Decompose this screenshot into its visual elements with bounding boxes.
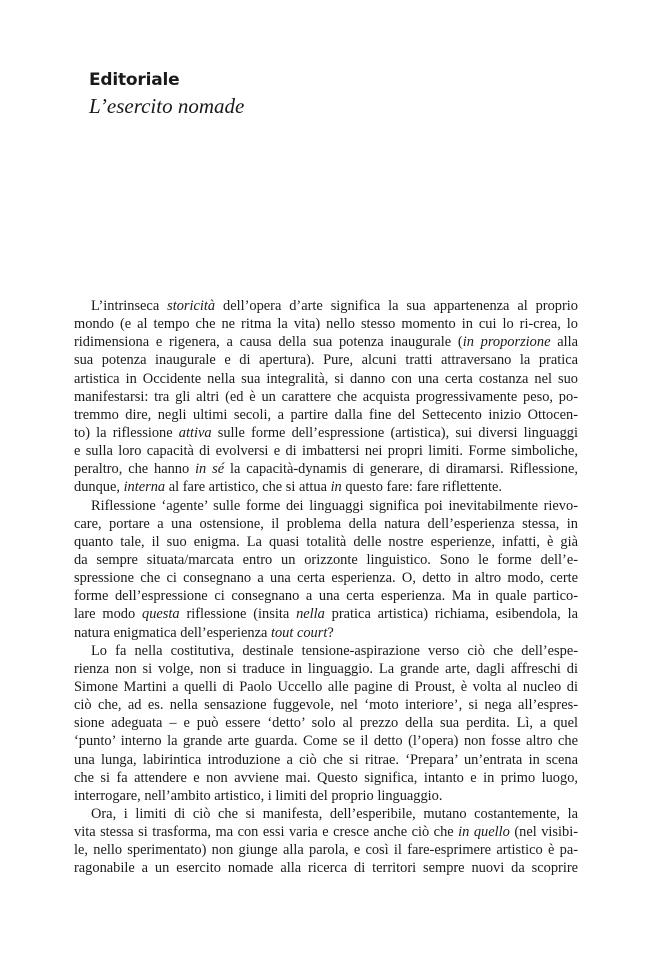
text-segment: Lo fa nella costitutiva, destinale tensione-aspirazione verso ciò che dell’espe- (91, 642, 578, 659)
text-line (74, 388, 578, 406)
text-line (74, 587, 578, 605)
text-segment: spressione che ci consegnano a una certa esperienza. O, detto in altro modo, certe (74, 570, 578, 587)
text-segment: sulle forme dell’espressione (artistica), sui diversi linguaggi (211, 424, 578, 441)
italic-text: in quello (458, 824, 510, 841)
text-segment: la capacità-dynamis di generare, di diramarsi. Riflessione, (224, 461, 578, 478)
text-segment: mondo (e al tempo che ne ritma la vita) nello stesso momento in cui lo ri-crea, lo (74, 316, 578, 333)
text-segment: dunque, (74, 479, 124, 496)
text-line (74, 297, 578, 315)
text-line (74, 424, 578, 442)
article-body (74, 297, 578, 878)
text-segment: manifestarsi: tra gli altri (ed è un carattere che acquista progressivamente peso, po- (74, 388, 578, 405)
text-line (74, 497, 578, 515)
italic-text: tout court (270, 624, 328, 641)
text-line (74, 551, 578, 569)
text-segment: al fare artistico, che si attua (165, 479, 331, 496)
text-line (74, 406, 578, 424)
text-segment: riflessione (insita (179, 606, 297, 623)
text-segment: sione adeguata – e può essere ‘detto’ solo al prezzo della sua perdita. Lì, a quel (74, 715, 578, 732)
text-line (74, 787, 578, 805)
text-segment: che si fa attendere e non avviene mai. Questo significa, intanto e in primo luogo, (74, 769, 578, 786)
text-segment: una lunga, labirintica introduzione a ciò che si ritrae. ‘Prepara’ un’entrata in scena (74, 751, 578, 768)
text-segment: ? (327, 624, 334, 641)
text-line (74, 624, 578, 642)
text-line (74, 751, 578, 769)
text-line (74, 841, 578, 859)
text-line (74, 732, 578, 750)
text-line (74, 660, 578, 678)
text-segment: ragonabile a un esercito nomade alla ricerca di territori sempre nuovi da scoprire (74, 860, 578, 877)
text-segment: natura enigmatica dell’esperienza (74, 624, 271, 641)
italic-text: in proporzione (462, 334, 551, 351)
text-line (74, 605, 578, 623)
text-line (74, 351, 578, 369)
text-segment: to) la riflessione (74, 424, 179, 441)
italic-text: interna (123, 479, 166, 496)
text-line (74, 460, 578, 478)
italic-text: in sé (195, 461, 225, 478)
text-segment: pratica artistica) richiama, esibendola, la (324, 606, 578, 623)
text-line (74, 769, 578, 787)
text-line (74, 678, 578, 696)
italic-text: storicità (167, 298, 216, 314)
text-line (74, 805, 578, 823)
text-line (74, 642, 578, 660)
italic-text: attiva (178, 424, 212, 441)
italic-text: nella (296, 606, 325, 623)
text-line (74, 696, 578, 714)
text-segment: (nel visibi- (509, 824, 578, 841)
text-line (74, 714, 578, 732)
text-line (74, 442, 578, 460)
text-segment: L’intrinseca (91, 298, 168, 314)
section-label: Editoriale (89, 70, 180, 90)
text-line (74, 478, 578, 496)
text-line (74, 569, 578, 587)
italic-text: in (330, 479, 342, 496)
text-line (74, 315, 578, 333)
text-segment: Simone Martini a quelli di Paolo Uccello alle pagine di Proust, è volta al nucleo di (74, 678, 578, 695)
text-line (74, 533, 578, 551)
text-line (74, 333, 578, 351)
text-segment: artistica in Occidente nella sua integralità, si danno con una certa costanza nel suo (74, 370, 578, 387)
text-line (74, 859, 578, 877)
text-segment: lare modo (74, 606, 143, 623)
text-segment: ‘punto’ interno la grande arte guarda. Come se il detto (l’opera) non fosse altro che (74, 733, 578, 750)
article-title: L’esercito nomade (89, 94, 245, 118)
text-segment: le, nello sperimentato) non giunge alla parola, e così il fare-esprimere artistico è pa- (74, 842, 578, 859)
text-segment: forme dell’espressione ci consegnano a una certa esperienza. Ma in quale partico- (74, 588, 578, 605)
text-segment: rienza non si volge, non si traduce in linguaggio. La grande arte, dagli affreschi di (74, 660, 578, 677)
text-segment: vita stessa si trasforma, ma con essi varia e cresce anche ciò che (74, 824, 459, 841)
text-segment: tremmo dire, negli ultimi secoli, a partire dalla fine del Settecento inizio Ottocen- (74, 406, 578, 423)
text-segment: ciò che, ad es. nella sensazione fuggevole, nel ‘moto interiore’, si nega all’espres- (74, 697, 578, 714)
text-segment: dell’opera d’arte significa la sua appartenenza al proprio (215, 298, 578, 314)
text-segment: quanto tale, il suo enigma. La quasi totalità delle nostre esperienze, infatti, è già (74, 533, 578, 550)
text-line (74, 823, 578, 841)
text-segment: ridimensiona e rigenera, a causa della sua potenza inaugurale ( (74, 334, 463, 351)
text-line (74, 370, 578, 388)
text-segment: peraltro, che hanno (74, 461, 196, 478)
text-segment: Ora, i limiti di ciò che si manifesta, dell’esperibile, mutano costantemente, la (91, 805, 578, 822)
italic-text: questa (142, 606, 180, 623)
text-segment: da sempre situata/marcata entro un orizzonte linguistico. Sono le forme dell’e- (74, 551, 578, 568)
text-segment: sua potenza inaugurale e di apertura). Pure, alcuni tratti attraversano la pratica (74, 352, 578, 369)
text-segment: Riflessione ‘agente’ sulle forme dei linguaggi significa poi inevitabilmente rievo- (91, 497, 578, 514)
text-segment: alla (550, 334, 578, 351)
text-line (74, 515, 578, 533)
text-segment: care, portare a una ostensione, il problema della natura dell’esperienza stessa, in (74, 515, 578, 532)
text-segment: questo fare: fare riflettente. (341, 479, 502, 496)
text-segment: interrogare, nell’ambito artistico, i limiti del proprio linguaggio. (74, 787, 443, 804)
text-segment: e sulla loro capacità di evolversi e di imbattersi nei propri limiti. Forme simboliche, (74, 443, 578, 460)
